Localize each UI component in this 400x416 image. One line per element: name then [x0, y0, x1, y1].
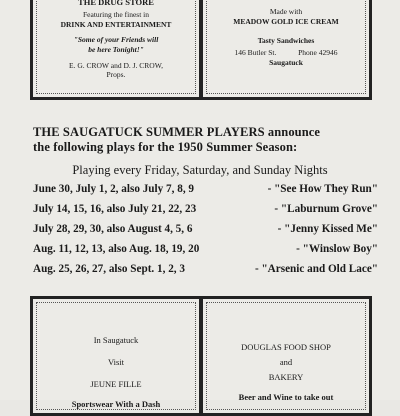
ad-line: In Saugatuck [93, 335, 139, 345]
schedule-dates: Aug. 25, 26, 27, also Sept. 1, 2, 3 [33, 263, 185, 275]
schedule-dates: Aug. 11, 12, 13, also Aug. 18, 19, 20 [33, 243, 200, 255]
schedule-dates: July 28, 29, 30, also August 4, 5, 6 [33, 223, 193, 235]
schedule-play: - "Arsenic and Old Lace" [254, 263, 378, 275]
schedule-row [33, 263, 378, 283]
schedule-play: - "Winslow Boy" [296, 243, 378, 255]
schedule-row [33, 183, 378, 203]
ad-address: 146 Butler St. [234, 48, 277, 57]
ad-owners: E. G. CROW and D. J. CROW, [69, 61, 163, 70]
ad-line: MEADOW GOLD ICE CREAM [233, 17, 339, 26]
ad-line: and [279, 357, 293, 367]
ad-line: Visit [107, 357, 125, 367]
schedule-row [33, 223, 378, 243]
schedule-play: - "Jenny Kissed Me" [277, 223, 378, 235]
ad-address-row [203, 48, 369, 57]
schedule-play: - "Laburnum Grove" [274, 203, 378, 215]
season-headline [33, 125, 378, 155]
ad-quote: be here Tonight!" [88, 45, 144, 54]
headline-line-1: THE SAUGATUCK SUMMER PLAYERS announce [33, 125, 321, 139]
ad-quote: "Some of your Friends will [73, 35, 159, 44]
schedule-play: - "See How They Run" [267, 183, 378, 195]
ad-line: Beer and Wine to take out [238, 392, 334, 402]
performance-days: Playing every Friday, Saturday, and Sunday Nights [72, 163, 328, 177]
ad-line: DOUGLAS FOOD SHOP [241, 342, 331, 352]
play-schedule [33, 183, 378, 283]
jeune-fille-ad [30, 296, 202, 416]
schedule-dates: July 14, 15, 16, also July 21, 22, 23 [33, 203, 197, 215]
headline-line-2: the following plays for the 1950 Summer Season: [33, 140, 298, 154]
ad-line: Tasty Sandwiches [257, 36, 315, 45]
ad-phone: Phone 42946 [298, 48, 338, 57]
douglas-food-shop-ad [200, 296, 372, 416]
ad-line: DRINK AND ENTERTAINMENT [60, 20, 172, 29]
ad-line: Made with [269, 7, 303, 16]
ice-cream-ad [200, 0, 372, 100]
ad-props: Props. [106, 70, 126, 79]
schedule-row [33, 203, 378, 223]
schedule-dates: June 30, July 1, 2, also July 7, 8, 9 [33, 183, 195, 195]
schedule-row [33, 243, 378, 263]
ad-line: Featuring the finest in [82, 10, 150, 19]
ad-line: JEUNE FILLE [90, 379, 142, 389]
ad-line: BAKERY [268, 372, 304, 382]
ad-line: Sportswear With a Dash [71, 399, 161, 409]
ad-title: THE DRUG STORE [78, 0, 154, 7]
ad-town: Saugatuck [269, 58, 303, 67]
drug-store-ad [30, 0, 202, 100]
